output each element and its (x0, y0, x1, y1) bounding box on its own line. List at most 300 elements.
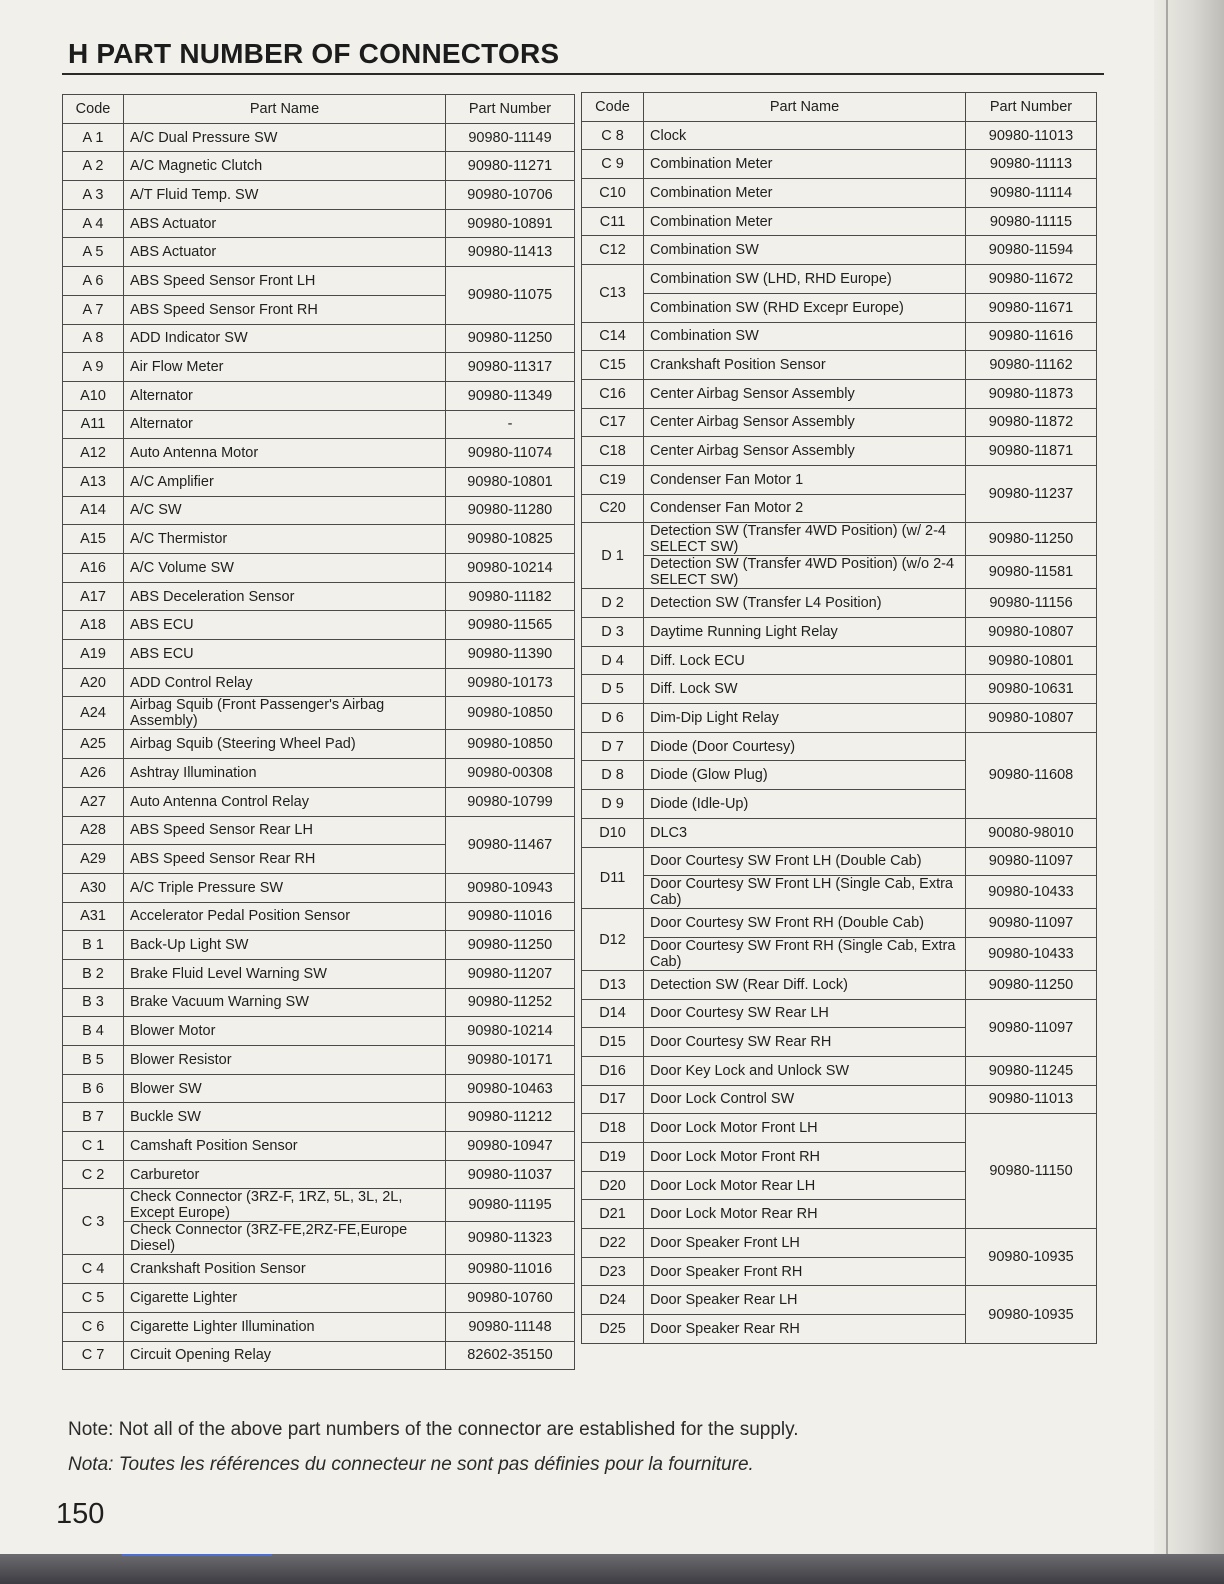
table-row (63, 1046, 575, 1075)
row-part-name: Daytime Running Light Relay (644, 618, 966, 647)
table-row (63, 1312, 575, 1341)
table-row (63, 582, 575, 611)
row-code: A13 (63, 467, 124, 496)
row-part-number: 90980-10631 (966, 675, 1097, 704)
row-code: D 4 (582, 646, 644, 675)
table-row (63, 1255, 575, 1284)
table-row (63, 467, 575, 496)
row-code: C 8 (582, 121, 644, 150)
row-part-number: 90980-10943 (446, 873, 575, 902)
table-row (63, 640, 575, 669)
row-code: D 6 (582, 704, 644, 733)
row-code: A 5 (63, 238, 124, 267)
row-part-number: 90980-11390 (446, 640, 575, 669)
row-code: C11 (582, 207, 644, 236)
row-part-number: 90980-11097 (966, 999, 1097, 1056)
row-part-number: 90980-11148 (446, 1312, 575, 1341)
row-part-number: 90980-10433 (966, 876, 1097, 909)
row-part-name: Door Courtesy SW Rear LH (644, 999, 966, 1028)
row-code: A20 (63, 668, 124, 697)
row-part-number: 90980-11467 (446, 816, 575, 873)
table-row (582, 1056, 1097, 1085)
table-row (582, 351, 1097, 380)
row-code: A24 (63, 697, 124, 730)
row-part-number: 90980-10850 (446, 697, 575, 730)
table-row (63, 152, 575, 181)
row-part-number: 90980-11616 (966, 322, 1097, 351)
row-part-number: 90980-11156 (966, 589, 1097, 618)
row-code: A27 (63, 787, 124, 816)
table-row (63, 1341, 575, 1370)
table-row (582, 121, 1097, 150)
table-row (582, 179, 1097, 208)
row-code: A30 (63, 873, 124, 902)
row-part-number: 90980-10760 (446, 1284, 575, 1313)
page-title: H PART NUMBER OF CONNECTORS (68, 38, 560, 69)
row-code: D13 (582, 970, 644, 999)
row-code: C 1 (63, 1132, 124, 1161)
table-row (63, 1189, 575, 1222)
table-row (63, 238, 575, 267)
table-row (63, 1222, 575, 1255)
table-row (63, 902, 575, 931)
row-part-name: Door Lock Motor Rear LH (644, 1171, 966, 1200)
row-part-name: Diode (Idle-Up) (644, 790, 966, 819)
row-code: C20 (582, 494, 644, 523)
table-row (582, 322, 1097, 351)
table-row (63, 1284, 575, 1313)
row-part-name: Brake Vacuum Warning SW (124, 988, 446, 1017)
row-part-name: Carburetor (124, 1160, 446, 1189)
row-part-name: Combination Meter (644, 179, 966, 208)
row-part-number: 90980-10214 (446, 554, 575, 583)
row-part-name: Ashtray Illumination (124, 759, 446, 788)
table-row (582, 523, 1097, 556)
row-code: D19 (582, 1143, 644, 1172)
table-row (63, 730, 575, 759)
row-part-number: 90980-10947 (446, 1132, 575, 1161)
table-row (582, 408, 1097, 437)
page-edge (1166, 0, 1168, 1584)
row-part-name: A/C Dual Pressure SW (124, 123, 446, 152)
row-code: C13 (582, 265, 644, 322)
table-row (582, 970, 1097, 999)
table-row (582, 556, 1097, 589)
row-code: A 4 (63, 209, 124, 238)
row-code: B 6 (63, 1074, 124, 1103)
row-code: C19 (582, 465, 644, 494)
table-row (582, 150, 1097, 179)
row-part-name: Door Courtesy SW Front LH (Single Cab, Extra Cab) (644, 876, 966, 909)
row-part-name: ABS ECU (124, 611, 446, 640)
row-part-name: Door Lock Motor Rear RH (644, 1200, 966, 1229)
row-part-number: 90980-11207 (446, 959, 575, 988)
row-part-number: 90980-10433 (966, 937, 1097, 970)
row-part-name: A/C Magnetic Clutch (124, 152, 446, 181)
table-row (63, 381, 575, 410)
row-code: C18 (582, 437, 644, 466)
page-number: 150 (56, 1498, 105, 1530)
table-row (63, 1103, 575, 1132)
row-code: A 7 (63, 295, 124, 324)
row-part-name: Auto Antenna Motor (124, 439, 446, 468)
row-part-number: 90980-11212 (446, 1103, 575, 1132)
note-french: Nota: Toutes les références du connecteur ne sont pas définies pour la fourniture. (68, 1454, 754, 1475)
table-row (63, 759, 575, 788)
header-code: Code (63, 95, 124, 124)
row-code: D22 (582, 1229, 644, 1258)
row-code: D 5 (582, 675, 644, 704)
row-part-number: 90980-10935 (966, 1286, 1097, 1343)
row-code: C15 (582, 351, 644, 380)
header-part-name: Part Name (644, 93, 966, 122)
table-row (63, 181, 575, 210)
table-row (582, 207, 1097, 236)
row-code: D23 (582, 1257, 644, 1286)
table-row (63, 959, 575, 988)
row-part-name: Door Courtesy SW Front LH (Double Cab) (644, 847, 966, 876)
row-part-name: ABS Actuator (124, 209, 446, 238)
row-part-number: 90980-11113 (966, 150, 1097, 179)
row-part-name: Blower Resistor (124, 1046, 446, 1075)
row-code: A29 (63, 845, 124, 874)
row-part-number: 90980-11413 (446, 238, 575, 267)
row-part-name: Detection SW (Transfer 4WD Position) (w/o 2-4 SELECT SW) (644, 556, 966, 589)
title-rule (62, 73, 1104, 75)
row-code: C 5 (63, 1284, 124, 1313)
table-row (63, 1074, 575, 1103)
row-part-name: Door Lock Motor Front RH (644, 1143, 966, 1172)
row-part-number: 90980-11182 (446, 582, 575, 611)
row-part-name: Door Courtesy SW Front RH (Double Cab) (644, 909, 966, 938)
row-part-number: 90980-11565 (446, 611, 575, 640)
row-part-name: Brake Fluid Level Warning SW (124, 959, 446, 988)
table-row (63, 554, 575, 583)
row-part-name: Detection SW (Rear Diff. Lock) (644, 970, 966, 999)
row-part-name: Alternator (124, 381, 446, 410)
row-code: C 2 (63, 1160, 124, 1189)
table-row (63, 324, 575, 353)
row-part-name: Condenser Fan Motor 1 (644, 465, 966, 494)
row-part-number: 90980-11873 (966, 379, 1097, 408)
row-part-number: 90980-11075 (446, 267, 575, 324)
row-part-number: 90980-10171 (446, 1046, 575, 1075)
row-part-name: Buckle SW (124, 1103, 446, 1132)
table-row (582, 847, 1097, 876)
row-part-number: 90980-11149 (446, 123, 575, 152)
row-code: B 5 (63, 1046, 124, 1075)
row-part-name: Combination SW (LHD, RHD Europe) (644, 265, 966, 294)
row-code: B 7 (63, 1103, 124, 1132)
header-part-number: Part Number (446, 95, 575, 124)
table-row (63, 787, 575, 816)
row-code: C 4 (63, 1255, 124, 1284)
row-code: A14 (63, 496, 124, 525)
row-code: D14 (582, 999, 644, 1028)
row-code: A 1 (63, 123, 124, 152)
row-part-number: 90980-11581 (966, 556, 1097, 589)
row-part-name: A/T Fluid Temp. SW (124, 181, 446, 210)
row-part-number: 90980-00308 (446, 759, 575, 788)
note-english: Note: Not all of the above part numbers of the connector are established for the supply. (68, 1419, 799, 1440)
table-header-row (582, 93, 1097, 122)
row-part-name: ABS Speed Sensor Rear RH (124, 845, 446, 874)
row-part-number: 90980-11074 (446, 439, 575, 468)
row-code: C17 (582, 408, 644, 437)
row-code: C 3 (63, 1189, 124, 1255)
row-part-name: Blower SW (124, 1074, 446, 1103)
row-part-number: 90980-11317 (446, 353, 575, 382)
row-part-name: Center Airbag Sensor Assembly (644, 408, 966, 437)
row-code: A 8 (63, 324, 124, 353)
table-row (582, 646, 1097, 675)
row-part-name: Airbag Squib (Steering Wheel Pad) (124, 730, 446, 759)
row-code: B 1 (63, 931, 124, 960)
row-part-number: 90980-11871 (966, 437, 1097, 466)
row-code: A 6 (63, 267, 124, 296)
row-code: A 3 (63, 181, 124, 210)
row-part-name: ADD Indicator SW (124, 324, 446, 353)
row-part-name: Door Courtesy SW Rear RH (644, 1028, 966, 1057)
row-code: D 7 (582, 732, 644, 761)
row-part-number: 90980-11671 (966, 293, 1097, 322)
row-code: B 3 (63, 988, 124, 1017)
bottom-scan-band (0, 1554, 1224, 1584)
table-row (63, 697, 575, 730)
table-header-row (63, 95, 575, 124)
row-part-name: Door Lock Control SW (644, 1085, 966, 1114)
row-code: C12 (582, 236, 644, 265)
table-row (582, 1085, 1097, 1114)
row-part-number: 90980-11323 (446, 1222, 575, 1255)
row-part-name: Door Key Lock and Unlock SW (644, 1056, 966, 1085)
row-part-name: Dim-Dip Light Relay (644, 704, 966, 733)
row-part-name: Combination SW (644, 322, 966, 351)
table-row (582, 265, 1097, 294)
row-part-name: A/C Amplifier (124, 467, 446, 496)
row-part-number: 90980-11280 (446, 496, 575, 525)
row-part-name: ABS Speed Sensor Front LH (124, 267, 446, 296)
row-code: C 6 (63, 1312, 124, 1341)
row-part-number: 90980-10807 (966, 704, 1097, 733)
table-row (63, 410, 575, 439)
row-part-name: Condenser Fan Motor 2 (644, 494, 966, 523)
row-part-number: 90980-11016 (446, 902, 575, 931)
row-part-number: 90980-11672 (966, 265, 1097, 294)
header-part-name: Part Name (124, 95, 446, 124)
row-part-name: Air Flow Meter (124, 353, 446, 382)
row-code: A15 (63, 525, 124, 554)
table-row (582, 293, 1097, 322)
row-part-number: 90980-11013 (966, 1085, 1097, 1114)
row-part-name: Accelerator Pedal Position Sensor (124, 902, 446, 931)
row-part-name: Crankshaft Position Sensor (644, 351, 966, 380)
table-row (63, 668, 575, 697)
table-row (63, 1160, 575, 1189)
table-row (582, 465, 1097, 494)
header-code: Code (582, 93, 644, 122)
row-part-name: Circuit Opening Relay (124, 1341, 446, 1370)
row-part-number: 90980-11271 (446, 152, 575, 181)
row-part-name: Check Connector (3RZ-FE,2RZ-FE,Europe Diesel) (124, 1222, 446, 1255)
row-part-name: A/C Triple Pressure SW (124, 873, 446, 902)
row-part-number: 90980-11245 (966, 1056, 1097, 1085)
row-code: D10 (582, 818, 644, 847)
row-part-name: ABS ECU (124, 640, 446, 669)
connector-table-right (581, 92, 1097, 1344)
row-code: A11 (63, 410, 124, 439)
row-part-name: Clock (644, 121, 966, 150)
table-row (582, 818, 1097, 847)
table-row (582, 675, 1097, 704)
table-row (63, 1132, 575, 1161)
row-part-name: Diff. Lock SW (644, 675, 966, 704)
row-part-number: 90980-11097 (966, 847, 1097, 876)
table-row (582, 589, 1097, 618)
table-row (63, 353, 575, 382)
row-part-number: 90980-10463 (446, 1074, 575, 1103)
row-code: D16 (582, 1056, 644, 1085)
page-gutter-shadow (1154, 0, 1224, 1584)
row-part-number: 90980-11250 (966, 970, 1097, 999)
row-part-name: Door Speaker Rear RH (644, 1315, 966, 1344)
row-part-name: ABS Speed Sensor Rear LH (124, 816, 446, 845)
row-part-number: 90980-10214 (446, 1017, 575, 1046)
table-row (63, 988, 575, 1017)
row-part-name: A/C Thermistor (124, 525, 446, 554)
row-code: D 8 (582, 761, 644, 790)
row-part-name: Door Speaker Rear LH (644, 1286, 966, 1315)
table-row (63, 439, 575, 468)
row-part-number: 90980-10173 (446, 668, 575, 697)
table-row (582, 1286, 1097, 1315)
row-code: C14 (582, 322, 644, 351)
row-part-name: ABS Speed Sensor Front RH (124, 295, 446, 324)
row-part-name: Door Speaker Front RH (644, 1257, 966, 1286)
row-code: A10 (63, 381, 124, 410)
row-code: D12 (582, 909, 644, 971)
row-code: D24 (582, 1286, 644, 1315)
header-part-number: Part Number (966, 93, 1097, 122)
row-part-name: ABS Actuator (124, 238, 446, 267)
row-code: D21 (582, 1200, 644, 1229)
row-part-number: 90980-11250 (966, 523, 1097, 556)
row-part-name: Airbag Squib (Front Passenger's Airbag Assembly) (124, 697, 446, 730)
row-part-name: Detection SW (Transfer L4 Position) (644, 589, 966, 618)
row-part-name: ADD Control Relay (124, 668, 446, 697)
row-part-name: Combination Meter (644, 150, 966, 179)
row-part-name: Diff. Lock ECU (644, 646, 966, 675)
table-row (63, 525, 575, 554)
row-part-name: Cigarette Lighter Illumination (124, 1312, 446, 1341)
row-code: D17 (582, 1085, 644, 1114)
table-row (582, 1114, 1097, 1143)
row-part-number: 90980-11237 (966, 465, 1097, 522)
row-part-name: A/C Volume SW (124, 554, 446, 583)
row-part-number: 90980-11037 (446, 1160, 575, 1189)
row-part-number: 90980-11195 (446, 1189, 575, 1222)
row-code: A17 (63, 582, 124, 611)
table-row (582, 236, 1097, 265)
row-code: A26 (63, 759, 124, 788)
row-code: A25 (63, 730, 124, 759)
row-code: D15 (582, 1028, 644, 1057)
row-code: C10 (582, 179, 644, 208)
row-code: D 3 (582, 618, 644, 647)
row-code: A19 (63, 640, 124, 669)
row-code: C16 (582, 379, 644, 408)
row-part-number: 90980-11016 (446, 1255, 575, 1284)
table-row (63, 123, 575, 152)
row-part-name: Combination Meter (644, 207, 966, 236)
row-part-number: 90980-10706 (446, 181, 575, 210)
table-row (63, 496, 575, 525)
row-code: B 4 (63, 1017, 124, 1046)
row-code: D 2 (582, 589, 644, 618)
row-part-name: ABS Deceleration Sensor (124, 582, 446, 611)
row-part-number: 90980-11162 (966, 351, 1097, 380)
row-part-number: 90080-98010 (966, 818, 1097, 847)
row-part-number: 90980-11114 (966, 179, 1097, 208)
table-row (582, 909, 1097, 938)
row-part-number: 90980-11097 (966, 909, 1097, 938)
row-part-number: 90980-11250 (446, 931, 575, 960)
row-code: D20 (582, 1171, 644, 1200)
row-part-name: Door Courtesy SW Front RH (Single Cab, Extra Cab) (644, 937, 966, 970)
table-row (63, 209, 575, 238)
row-part-name: Crankshaft Position Sensor (124, 1255, 446, 1284)
row-part-name: Center Airbag Sensor Assembly (644, 379, 966, 408)
row-part-number: - (446, 410, 575, 439)
table-row (582, 437, 1097, 466)
table-row (582, 732, 1097, 761)
table-row (63, 816, 575, 845)
table-row (582, 876, 1097, 909)
row-part-name: Camshaft Position Sensor (124, 1132, 446, 1161)
row-part-name: A/C SW (124, 496, 446, 525)
table-row (63, 267, 575, 296)
connector-table-left (62, 94, 575, 1370)
table-row (582, 1229, 1097, 1258)
row-part-number: 90980-10935 (966, 1229, 1097, 1286)
row-part-name: Detection SW (Transfer 4WD Position) (w/ 2-4 SELECT SW) (644, 523, 966, 556)
row-part-number: 90980-10825 (446, 525, 575, 554)
row-part-number: 90980-10801 (966, 646, 1097, 675)
row-part-number: 90980-10801 (446, 467, 575, 496)
row-part-number: 90980-10891 (446, 209, 575, 238)
table-row (63, 1017, 575, 1046)
row-part-name: Diode (Glow Plug) (644, 761, 966, 790)
row-part-name: Diode (Door Courtesy) (644, 732, 966, 761)
row-code: C 7 (63, 1341, 124, 1370)
table-row (63, 611, 575, 640)
row-code: C 9 (582, 150, 644, 179)
row-part-number: 90980-11150 (966, 1114, 1097, 1229)
row-part-number: 90980-10807 (966, 618, 1097, 647)
row-part-number: 90980-11872 (966, 408, 1097, 437)
row-code: D11 (582, 847, 644, 909)
table-row (63, 873, 575, 902)
table-row (582, 618, 1097, 647)
table-row (582, 379, 1097, 408)
row-part-name: Combination SW (644, 236, 966, 265)
row-part-number: 90980-11250 (446, 324, 575, 353)
row-part-name: Auto Antenna Control Relay (124, 787, 446, 816)
row-code: B 2 (63, 959, 124, 988)
row-part-number: 90980-11013 (966, 121, 1097, 150)
bottom-blue-line (122, 1554, 272, 1556)
row-part-number: 82602-35150 (446, 1341, 575, 1370)
